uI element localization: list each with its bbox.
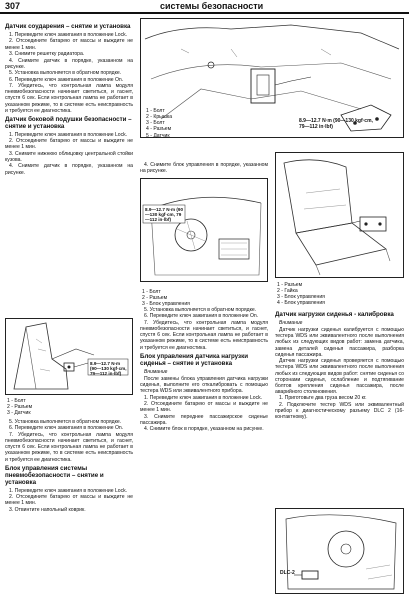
figure-dlc-connector: [275, 508, 404, 594]
step: 1. Переведите ключ зажигания в положение Lock.: [9, 131, 128, 138]
caption: 1 - Разъем: [277, 282, 303, 288]
caption: 1 - Болт: [142, 289, 161, 295]
column-middle: [140, 307, 268, 433]
header-rule: [0, 12, 409, 14]
step: 6. Переведите ключ зажигания в положение On.: [9, 76, 124, 83]
step: 6. Переведите ключ зажигания в положение On.: [9, 425, 124, 432]
note-text: Датчик нагрузки сиденья калибруется с помощью тестера WDS или эквивалентного после выполнения любых из следующих видов работ: замена датчика, замена деталей сиденья пассажира, разборка сиденья пассажира.: [275, 327, 404, 358]
note-text: После замены блока управления датчика нагрузки сиденья, выполните его откалибровать с помощью тестера WDS или эквивалентного прибора.: [140, 375, 268, 395]
caption: 5 - Датчик: [146, 132, 170, 139]
step: 5. Установка выполняется в обратном порядке.: [9, 70, 122, 77]
dlc-label: DLC-2: [280, 570, 295, 576]
step: 6. Переведите ключ зажигания в положение On.: [144, 313, 259, 320]
note-text: Датчик нагрузки сиденья проверяется с помощью тестера WDS или эквивалентного после выполнения любых из следующих видов работ: снятие сиденья со сторонами сиденья, ослабление и подтягивание болтов крепления сиденья пассажира, после аварийного столкновения.: [275, 358, 404, 396]
step: 3. Снимите нижнюю облицовку центральной стойки кузова.: [5, 150, 133, 164]
caption: 2 - Гайка: [277, 288, 298, 295]
step: 3. Снимите переднее пассажирское сиденье пассажира.: [140, 413, 268, 426]
figure-captions-control-unit: [142, 289, 268, 307]
caption: 2 - Разъем: [142, 295, 168, 302]
section-title-airbag-control-unit: Блок управления системы пневмобезопасности – снятие и установка: [5, 464, 104, 486]
caption: 2 - Разъем: [7, 404, 33, 411]
caption: 2 - Крышка: [146, 114, 173, 121]
figure-captions-seat-unit: [277, 282, 403, 307]
step: 4. Снимите датчик в порядке, указанном на рисунке.: [5, 57, 133, 70]
step: 4. Снимите блок управления в порядке, указанном на рисунке.: [140, 162, 268, 175]
step: 1. Переведите ключ зажигания в положение Lock.: [9, 487, 128, 494]
figure-side-sensor: [5, 318, 133, 395]
figure-seat-unit: [275, 152, 404, 278]
step: 4. Снимите датчик в порядке, указанном на рисунке.: [5, 163, 133, 176]
caption: 1 - Болт: [7, 398, 26, 404]
caption: 3 - Болт: [146, 120, 165, 127]
column-right: [275, 309, 404, 421]
caption: 1 - Болт: [146, 108, 165, 114]
step: 3. Отвинтите напольный коврик.: [9, 506, 86, 513]
section-title-side-airbag-sensor: Датчик боковой подушки безопасности – снятие и установка: [5, 115, 132, 130]
column-left: [5, 21, 133, 176]
step: 2. Отсоедините батарею от массы и выждите не менее 1 мин.: [5, 138, 133, 151]
caption: 4 - Разъем: [146, 126, 172, 133]
caption: 3 - Блок управления: [142, 301, 190, 308]
figure-captions-impact-sensor: [146, 108, 206, 139]
note-heading: Внимание: [279, 320, 303, 326]
page-title: системы безопасности: [160, 1, 264, 11]
step: 5. Установка выполняется в обратном порядке.: [9, 419, 122, 425]
step: 3. Снимите решетку радиатора.: [9, 51, 85, 58]
figure-control-unit: [140, 178, 268, 282]
caption: 3 - Датчик: [7, 410, 31, 417]
column-middle-top: [140, 162, 268, 175]
page-number: 307: [5, 1, 21, 11]
section-title-seat-load-calibration: Датчик нагрузки сиденья - калибровка: [275, 311, 394, 318]
step: 7. Убедитесь, что контрольная лампа модуля пневмобезопасности начинает светиться, и гаснет, спустя 6 сек. Если контрольная лампа не работает в указанном режиме, то в системе есть неисправность и требуется ее диагностика.: [140, 319, 268, 351]
torque-label: 8.9—12.7 N·m (90—130 kgf·cm, 79—112 in·lbf): [145, 207, 184, 222]
step: 1. Переведите ключ зажигания в положение Lock.: [144, 394, 263, 401]
section-title-impact-sensor: Датчик соударения – снятие и установка: [5, 23, 131, 30]
step: 7. Убедитесь, что контрольная лампа модуля пневмобезопасности начинает светиться, и гаснет, спустя 6 сек. Если контрольная лампа не работает в указанном режиме, то в системе есть неисправность и требуется ее диагностика.: [5, 431, 133, 463]
step: 5. Установка выполняется в обратном порядке.: [144, 307, 257, 313]
column-left-lower: [5, 419, 133, 513]
step: 1. Приготовьте два груза весом 20 кг.: [279, 395, 367, 402]
step: 2. Отсоедините батарею от массы и выждите не менее 1 мин.: [140, 401, 268, 414]
torque-label: 8.9—12.7 N·m (90—130 kgf·cm, 79—112 in·lbf): [90, 361, 127, 376]
section-title-seat-load-control-unit: Блок управления датчика нагрузки сиденья – снятие и установка: [140, 352, 249, 367]
step: 2. Отсоедините батарею от массы и выждите не менее 1 мин.: [5, 494, 133, 507]
step: 7. Убедитесь, что контрольная лампа модуля пневмобезопасности начинает светиться, и гаснет, спустя 6 сек. Если контрольная лампа не работает в указанном режиме, то в системе есть неисправность и требуется ее диагностика.: [5, 83, 133, 114]
page-header: [0, 0, 409, 14]
caption: 4 - Блок управления: [277, 300, 325, 307]
torque-label: 8.9—12.7 N·m (90—130 kgf·cm, 79—112 in·lbf): [299, 118, 373, 130]
step: 2. Отсоедините батарею от массы и выждите не менее 1 мин.: [5, 38, 133, 51]
step: 2. Подключите тестер WDS или эквивалентный прибор к диагностическому разъему DLC 2 (16- контактному).: [275, 401, 404, 421]
step: 1. Переведите ключ зажигания в положение Lock.: [9, 32, 128, 38]
note-heading: Внимание: [144, 368, 168, 375]
figure-captions-side-sensor: [7, 398, 133, 416]
caption: 3 - Блок управления: [277, 294, 325, 301]
step: 4. Снимите блок в порядке, указанном на рисунке.: [144, 426, 264, 433]
